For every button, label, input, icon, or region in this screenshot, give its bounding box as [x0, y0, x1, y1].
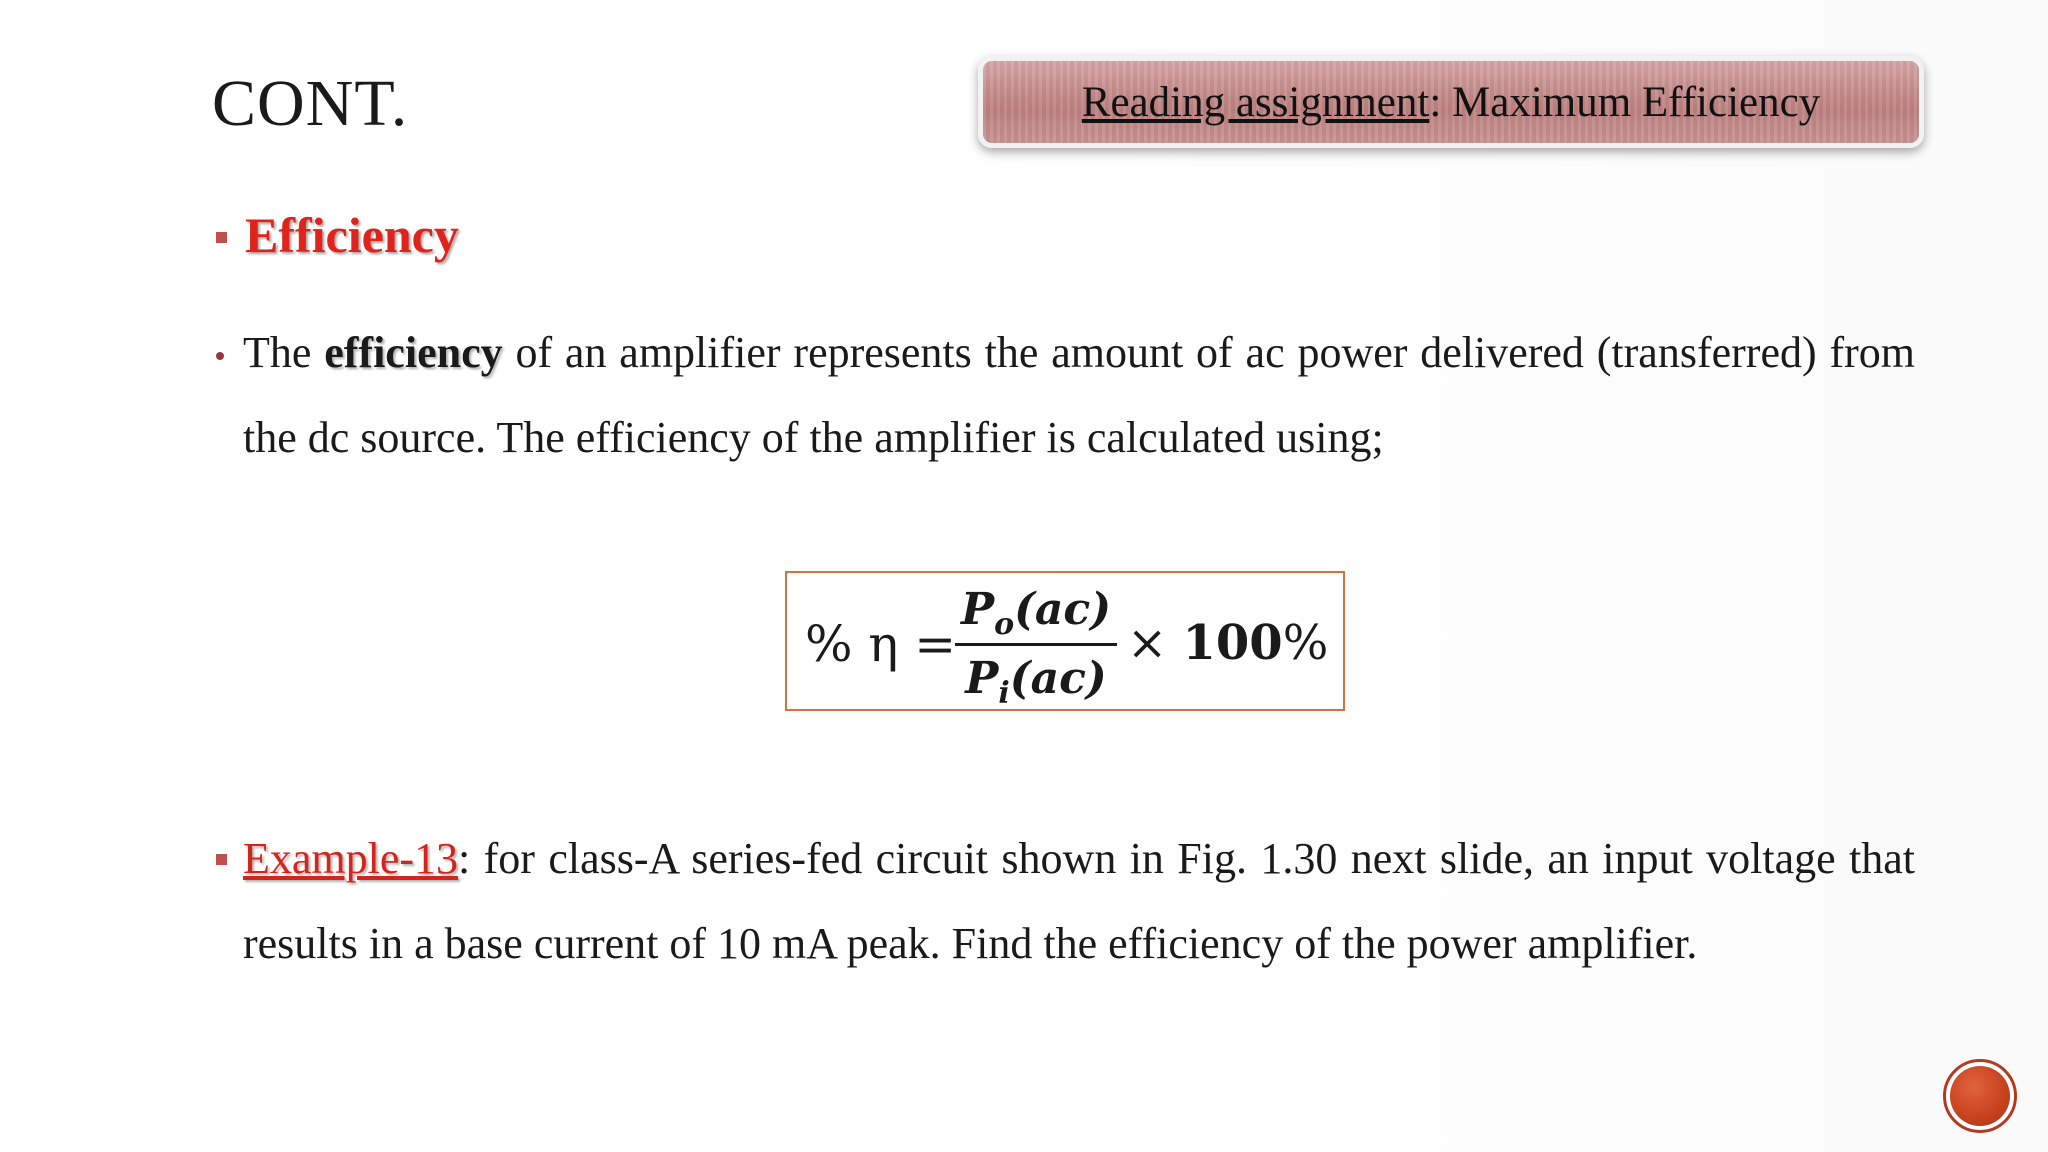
paragraph-text-rest: of an amplifier represents the amount of ac power delivered (transferred) from the dc source. The efficiency of the amplifier is calculated using;: [243, 328, 1915, 462]
nav-button-fill: [1950, 1066, 2010, 1126]
circle-nav-icon[interactable]: [1943, 1059, 2017, 1133]
banner-text: : Maximum Efficiency: [1429, 78, 1821, 126]
formula-factor: 100: [1182, 615, 1283, 671]
example-13-link[interactable]: Example-13: [243, 834, 459, 883]
paragraph-text-start: The: [243, 328, 325, 377]
numerator-argument: (ac): [1014, 584, 1112, 635]
formula-percent: %: [1282, 615, 1329, 671]
denominator-base: P: [965, 653, 999, 704]
reading-assignment-banner: [978, 56, 1924, 148]
formula-lhs: % η =: [805, 615, 957, 673]
example-paragraph: [243, 816, 1915, 986]
paragraph-bold-term: efficiency: [324, 328, 503, 377]
denominator-subscript: i: [998, 675, 1010, 711]
formula-times: ×: [1127, 615, 1183, 671]
formula-rhs: [1127, 615, 1328, 671]
fraction-bar: [955, 643, 1117, 646]
formula-numerator: [955, 579, 1117, 641]
formula-fraction: [955, 579, 1117, 710]
square-bullet-icon: [216, 232, 227, 243]
banner-underlined-text: Reading assignment: [1081, 78, 1430, 126]
numerator-base: P: [960, 584, 995, 635]
square-bullet-icon: [216, 854, 227, 865]
slide-title: CONT.: [212, 67, 409, 140]
round-bullet-icon: [216, 352, 224, 360]
efficiency-formula: [785, 571, 1345, 711]
denominator-argument: (ac): [1009, 653, 1107, 704]
example-text: : for class-A series-fed circuit shown in Fig. 1.30 next slide, an input voltage that results in a base current of 10 mA peak. Find the efficiency of the power amplifier.: [243, 834, 1915, 968]
numerator-subscript: o: [994, 606, 1015, 642]
efficiency-paragraph: [243, 310, 1915, 480]
section-heading-efficiency: Efficiency: [245, 207, 459, 263]
formula-denominator: [955, 648, 1117, 710]
